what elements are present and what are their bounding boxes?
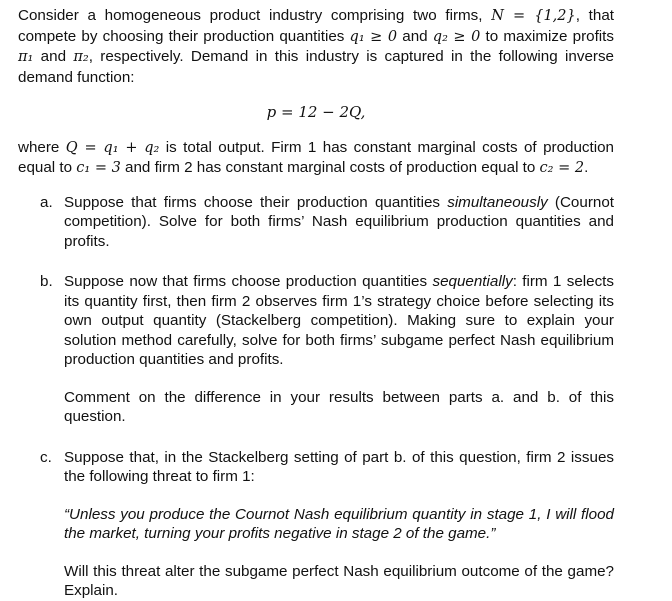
where-text-1: where	[18, 138, 66, 156]
question-item-a	[18, 193, 614, 252]
item-a-emphasis: simultaneously	[447, 193, 548, 211]
question-item-b	[18, 272, 614, 427]
where-paragraph	[18, 138, 614, 179]
total-output-math: Q = q₁ + q₂	[65, 139, 160, 156]
question-document	[18, 6, 614, 601]
item-a-text-1: Suppose that firms choose their production quantities	[64, 193, 448, 211]
item-c-text-1: Suppose that, in the Stackelberg setting of part b. of this question, firm 2 issues the following threat to firm 1:	[64, 448, 614, 485]
intro-text-5: and	[33, 48, 74, 65]
threat-quote: “Unless you produce the Cournot Nash equilibrium quantity in stage 1, I will flood the market, turning your profits negative in stage 2 of the game.”	[64, 505, 614, 542]
item-c-question: Will this threat alter the subgame perfect Nash equilibrium outcome of the game? Explain.	[64, 562, 614, 599]
cost2-math: c₂ = 2	[539, 160, 585, 176]
item-a-text-2: (Cournot competition). Solve for both firms’ Nash equilibrium production quantities and profits.	[64, 193, 614, 250]
profit2-math: π₂	[73, 49, 89, 65]
firm-set-math: N = {1,2}	[491, 8, 576, 24]
inverse-demand-equation: p = 12 − 2Q,	[266, 103, 366, 121]
intro-text-3: and	[397, 27, 433, 45]
intro-text-2: , that compete by choosing their production quantities	[18, 7, 614, 45]
q1-constraint-math: q₁ ≥ 0	[349, 28, 398, 45]
intro-paragraph	[18, 6, 614, 87]
item-b-text-1: Suppose now that firms choose production quantities	[64, 273, 433, 290]
where-text-3: and firm 2 has constant marginal costs of production equal to	[120, 159, 540, 176]
cost1-math: c₁ = 3	[76, 160, 121, 176]
q2-constraint-math: q₂ ≥ 0	[432, 28, 481, 45]
item-label-b: b.	[40, 273, 53, 290]
intro-text-1: Consider a homogeneous product industry comprising two firms,	[18, 7, 492, 24]
where-text-4: .	[584, 159, 589, 176]
where-text-2: is total output. Firm 1 has constant marginal costs of production equal to	[18, 138, 614, 176]
question-item-c	[18, 448, 614, 601]
item-b-emphasis: sequentially	[432, 273, 513, 290]
item-label-a: a.	[40, 193, 53, 211]
question-list	[18, 193, 614, 601]
item-label-c: c.	[40, 448, 52, 466]
item-b-comment: Comment on the difference in your results between parts a. and b. of this question.	[64, 388, 614, 425]
intro-text-4: to maximize profits	[480, 27, 614, 45]
item-b-text-2: : firm 1 selects its quantity first, then firm 2 observes firm 1’s strategy choice before selecting its own output quantity (Stackelberg competition). Making sure to explain your solution method carefully, solve for both firms’ subgame perfect Nash equilibrium production quantities and profits.	[64, 273, 614, 368]
intro-text-6: , respectively. Demand in this industry is captured in the following inverse demand function:	[18, 48, 614, 86]
profit1-math: π₁	[18, 49, 34, 65]
